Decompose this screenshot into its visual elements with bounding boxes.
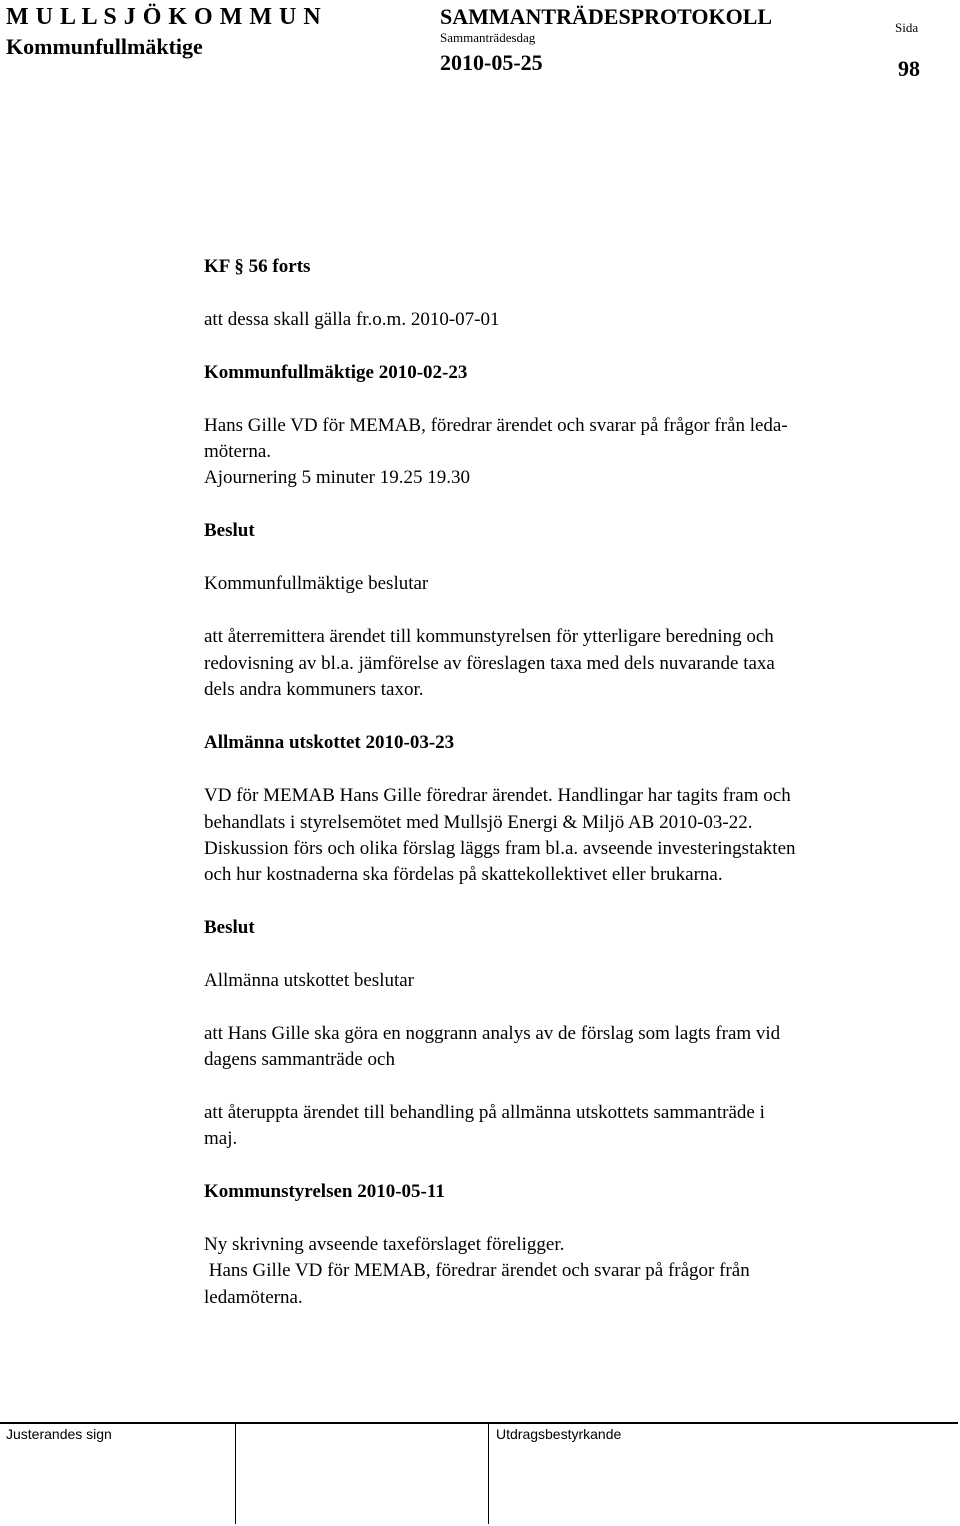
paragraph-line: Diskussion förs och olika förslag läggs fram bl.a. avseende investeringstakten (204, 838, 796, 859)
paragraph-line: dagens sammanträde och (204, 1049, 395, 1070)
paragraph-line: att återuppta ärendet till behandling på allmänna utskottets sammanträde i (204, 1102, 765, 1123)
sign-box (236, 1424, 489, 1524)
municipality-name: M U L L S J Ö K O M M U N (6, 4, 322, 30)
page-label: Sida (895, 20, 919, 35)
paragraph-line: VD för MEMAB Hans Gille föredrar ärendet. Handlingar har tagits fram och (204, 785, 791, 806)
meeting-date-label: Sammanträdesdag (440, 30, 536, 45)
paragraph-line: redovisning av bl.a. jämförelse av föreslagen taxa med dels nuvarande taxa (204, 653, 775, 674)
paragraph-line: behandlats i styrelsemötet med Mullsjö Energi & Miljö AB 2010-03-22. (204, 812, 753, 833)
paragraph-line: Hans Gille VD för MEMAB, föredrar ärendet och svarar på frågor från leda- (204, 415, 788, 436)
kf-heading: Kommunfullmäktige 2010-02-23 (204, 362, 468, 383)
section-reference: KF § 56 forts (204, 256, 311, 277)
meeting-date: 2010-05-25 (440, 50, 543, 75)
body-name: Kommunfullmäktige (6, 34, 203, 59)
paragraph-line: att dessa skall gälla fr.o.m. 2010-07-01 (204, 309, 500, 330)
paragraph-line: maj. (204, 1128, 238, 1149)
certify-label: Utdragsbestyrkande (496, 1426, 622, 1442)
sign-label: Justerandes sign (6, 1426, 112, 1442)
paragraph-line: och hur kostnaderna ska fördelas på skattekollektivet eller brukarna. (204, 864, 723, 885)
paragraph-line: Hans Gille VD för MEMAB, föredrar ärendet och svarar på frågor från (204, 1260, 750, 1281)
decision-intro: Allmänna utskottet beslutar (204, 970, 415, 991)
beslut-heading: Beslut (204, 520, 255, 541)
beslut-heading: Beslut (204, 917, 255, 938)
paragraph-line: ledamöterna. (204, 1287, 303, 1308)
paragraph-line: dels andra kommuners taxor. (204, 679, 424, 700)
au-heading: Allmänna utskottet 2010-03-23 (204, 732, 455, 753)
paragraph-line: Ajournering 5 minuter 19.25 19.30 (204, 467, 470, 488)
paragraph-line: att Hans Gille ska göra en noggrann analys av de förslag som lagts fram vid (204, 1023, 781, 1044)
protocol-title: SAMMANTRÄDESPROTOKOLL (440, 4, 773, 29)
paragraph-line: möterna. (204, 441, 272, 462)
paragraph-line: att återremittera ärendet till kommunstyrelsen för ytterligare beredning och (204, 626, 774, 647)
paragraph-line: Ny skrivning avseende taxeförslaget föreligger. (204, 1234, 565, 1255)
ks-heading: Kommunstyrelsen 2010-05-11 (204, 1181, 445, 1202)
page-number: 98 (898, 56, 920, 81)
decision-intro: Kommunfullmäktige beslutar (204, 573, 429, 594)
